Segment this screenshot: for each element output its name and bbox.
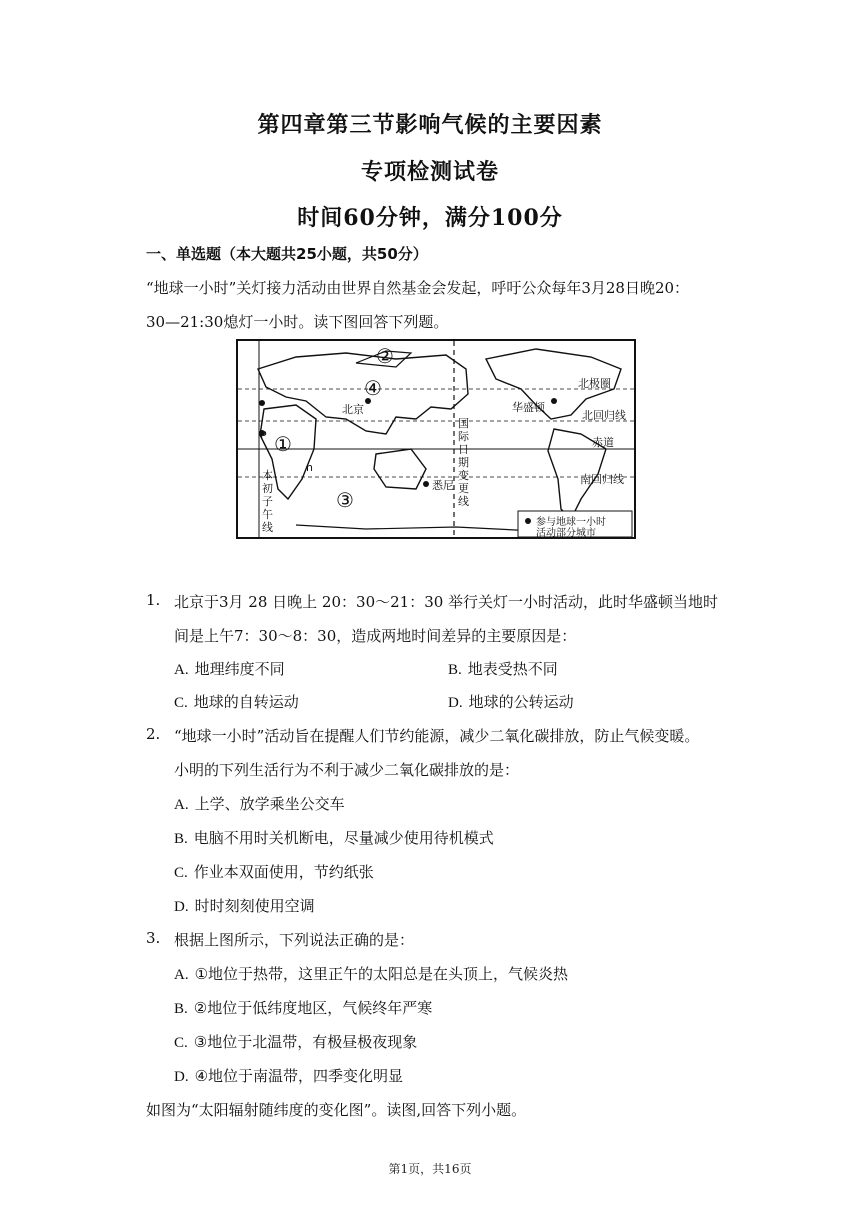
question-1-option-b[interactable]: B. 地表受热不同 <box>448 660 558 678</box>
svg-text:期: 期 <box>458 456 469 469</box>
section-heading: 一、单选题（本大题共25小题，共50分） <box>146 245 428 263</box>
map-label-n: n <box>306 461 313 474</box>
map-label-area-3: ③ <box>336 488 354 512</box>
map-label-p: P <box>260 429 267 442</box>
svg-text:初: 初 <box>262 482 273 495</box>
svg-text:际: 际 <box>458 430 469 443</box>
question-3-stem-1: 根据上图所示，下列说法正确的是： <box>174 931 415 949</box>
question-3-option-a[interactable]: A. ①地位于热带，这里正午的太阳总是在头顶上，气候炎热 <box>174 965 569 983</box>
question-1-stem-2: 间是上午7：30～8：30，造成两地时间差异的主要原因是： <box>174 627 577 645</box>
page-subtitle: 专项检测试卷 <box>360 159 499 185</box>
question-1-number: 1. <box>146 591 161 609</box>
page-footer: 第1页，共16页 <box>388 1162 472 1176</box>
question-3-number: 3. <box>146 929 161 947</box>
svg-text:日: 日 <box>458 443 469 456</box>
svg-text:线: 线 <box>262 521 273 534</box>
question-2-number: 2. <box>146 725 161 743</box>
next-figure-intro: 如图为“太阳辐射随纬度的变化图”。读图,回答下列小题。 <box>146 1101 527 1119</box>
map-label-equator: 赤道 <box>592 436 614 449</box>
question-1-option-a[interactable]: A. 地理纬度不同 <box>174 660 285 678</box>
map-label-beijing: 北京 <box>342 403 364 416</box>
question-2-option-b[interactable]: B. 电脑不用时关机断电，尽量减少使用待机模式 <box>174 829 494 847</box>
legend-text-1: 参与地球一小时 <box>536 517 606 528</box>
question-3-option-b[interactable]: B. ②地位于低纬度地区，气候终年严寒 <box>174 999 433 1017</box>
svg-text:午: 午 <box>262 508 273 521</box>
washington-dot <box>551 398 557 404</box>
map-label-area-2: ② <box>376 344 394 368</box>
world-map-figure <box>236 339 636 539</box>
svg-text:子: 子 <box>262 495 273 508</box>
sydney-dot <box>423 481 429 487</box>
map-label-arctic-circle: 北极圈 <box>578 377 611 390</box>
question-2-option-c[interactable]: C. 作业本双面使用，节约纸张 <box>174 863 374 881</box>
map-label-area-1: ① <box>274 432 292 456</box>
intro-line-2: 30—21:30熄灯一小时。读下图回答下列题。 <box>146 313 449 331</box>
map-label-sydney: 悉尼 <box>432 479 454 492</box>
exam-time-score: 时间60分钟，满分100分 <box>297 205 563 231</box>
map-border <box>237 340 635 538</box>
question-2-option-d[interactable]: D. 时时刻刻使用空调 <box>174 897 315 915</box>
intro-line-1: “地球一小时”关灯接力活动由世界自然基金会发起，呼吁公众每年3月28日晚20： <box>146 279 690 297</box>
map-label-tropic-cancer: 北回归线 <box>582 409 626 422</box>
map-label-area-4: ④ <box>364 376 382 400</box>
page-title: 第四章第三节影响气候的主要因素 <box>257 112 603 138</box>
legend-dot-icon <box>525 518 531 524</box>
svg-text:更: 更 <box>458 482 469 495</box>
city-dot <box>259 400 265 406</box>
question-1-option-c[interactable]: C. 地球的自转运动 <box>174 693 299 711</box>
question-1-stem-1: 北京于3月 28 日晚上 20：30～21：30 举行关灯一小时活动，此时华盛顿当地时 <box>174 593 719 611</box>
map-label-tropic-capricorn: 南回归线 <box>580 473 624 486</box>
svg-text:本: 本 <box>262 469 273 482</box>
svg-text:国: 国 <box>458 417 469 430</box>
map-label-dateline <box>458 417 470 508</box>
question-3-option-c[interactable]: C. ③地位于北温带，有极昼极夜现象 <box>174 1033 418 1051</box>
question-2-stem-2: 小明的下列生活行为不利于减少二氧化碳排放的是： <box>174 761 520 779</box>
world-map-svg <box>236 339 636 539</box>
svg-text:变: 变 <box>458 469 469 482</box>
legend-text-2: 活动部分城市 <box>536 528 596 539</box>
question-3-option-d[interactable]: D. ④地位于南温带，四季变化明显 <box>174 1067 404 1085</box>
question-1-option-d[interactable]: D. 地球的公转运动 <box>448 693 574 711</box>
map-label-prime-meridian <box>262 468 273 534</box>
question-2-stem-1: “地球一小时”活动旨在提醒人们节约能源，减少二氧化碳排放，防止气候变暖。 <box>174 727 700 745</box>
question-2-option-a[interactable]: A. 上学、放学乘坐公交车 <box>174 795 345 813</box>
map-label-washington: 华盛顿 <box>512 401 545 414</box>
svg-text:线: 线 <box>458 495 469 508</box>
